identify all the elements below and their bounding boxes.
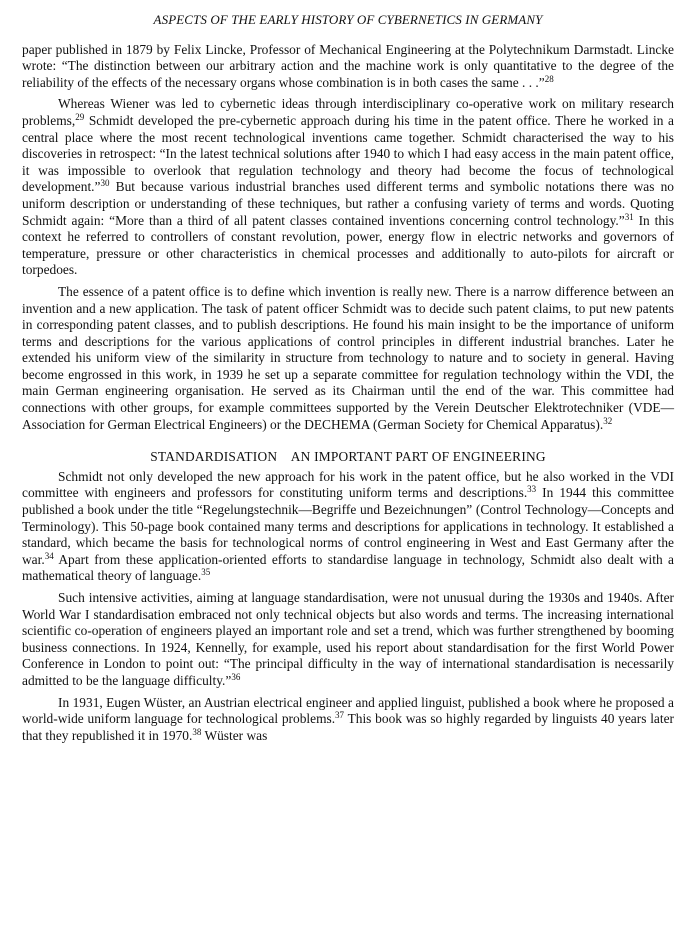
footnote-ref: 33 — [527, 484, 537, 495]
footnote-ref: 32 — [603, 415, 613, 426]
paragraph-text: In 1944 this committee published a book under the title “Regelungstechnik—Begriffe und Bezeichnungen” (Control Technology—Concepts and Terminology). This 50-page book contained many terms and descriptions for applications in technology. It established a standard, which became the basis for technological norms of control engineering in West and East Germany after the war. — [22, 485, 674, 567]
paragraph — [22, 469, 674, 585]
paragraph — [22, 42, 674, 92]
paragraph-text: The essence of a patent office is to define which invention is really new. There is a narrow difference between an invention and a new application. The task of patent officer Schmidt was to decide such patent claims, to put new patents in corresponding patent classes, and to publish descriptions. He found his main insight to be the importance of uniform terms and descriptions for the various applications of control principles in different industrial branches. Later he extended his uniform view of the similarity in structure from technology to nature and to society in general. Having become engrossed in this work, in 1939 he set up a separate committee for regulation technology within the VDI, the main German engineering organisation. He served as its Chairman until the end of the war. This committee had connections with other groups, for example committees supported by the Verein Deutscher Elektrotechniker (VDE—Association for German Electrical Engineers) or the DECHEMA (German Society for Chemical Apparatus). — [22, 283, 674, 432]
footnote-ref: 28 — [544, 73, 554, 84]
paragraph-text: Schmidt not only developed the new approach for his work in the patent office, but he also worked in the VDI committee with engineers and professors for constituting uniform terms and descriptions. — [22, 468, 674, 501]
paragraph — [22, 96, 674, 279]
footnote-ref: 37 — [335, 710, 345, 721]
paragraph-text: Apart from these application-oriented efforts to standardise language in technology, Schmidt also dealt with a mathematical theory of language. — [22, 551, 674, 584]
footnote-ref: 29 — [75, 111, 85, 122]
paragraph-text: Such intensive activities, aiming at language standardisation, were not unusual during the 1930s and 1940s. After World War I standardisation embraced not only technical objects but also words and terms. The increasing international scientific co-operation of engineers played an important role and set a trend, which was further strengthened by booming business connections. In 1924, Kennelly, for example, used his report about standardisation for the first World Power Conference in London to point out: “The principal difficulty in the way of international standardisation is necessarily admitted to be the language difficulty.” — [22, 590, 674, 688]
body-text-top — [22, 42, 674, 434]
body-text-section — [22, 469, 674, 745]
paragraph — [22, 590, 674, 690]
footnote-ref: 31 — [624, 211, 634, 222]
running-head: ASPECTS OF THE EARLY HISTORY OF CYBERNETICS IN GERMANY — [153, 12, 543, 27]
paragraph-text: This book was so highly regarded by linguists 40 years later that they republished it in 1970. — [22, 711, 674, 743]
footnote-ref: 34 — [44, 550, 54, 561]
footnote-ref: 36 — [231, 671, 241, 682]
paragraph — [22, 695, 674, 745]
section-heading: STANDARDISATION AN IMPORTANT PART OF ENGINEERING — [150, 449, 546, 465]
paragraph-text: Wüster was — [201, 727, 268, 743]
footnote-ref: 30 — [100, 178, 110, 189]
paragraph-text: But because various industrial branches used different terms and symbolic notations there was no uniform description or understanding of these techniques, but rather a confusing variety of terms and words. Quoting Schmidt again: “More than a third of all patent classes contained inventions concerning control technology.” — [22, 179, 674, 228]
paragraph-text: paper published in 1879 by Felix Lincke, Professor of Mechanical Engineering at the Polytechnikum Darmstadt. Lincke wrote: “The distinction between our arbitrary action and the machine work is only quantitative to the degree of the reliability of the effects of the necessary organs whose combination is in both cases the same . . .” — [22, 41, 674, 90]
paragraph — [22, 284, 674, 433]
footnote-ref: 38 — [192, 726, 202, 737]
paragraph-text: Whereas Wiener was led to cybernetic ideas through interdisciplinary co-operative work on military research problems, — [22, 96, 674, 128]
paragraph-text: In 1931, Eugen Wüster, an Austrian electrical engineer and applied linguist, published a book where he proposed a world-wide uniform language for technological problems. — [22, 694, 674, 727]
paragraph-text: Schmidt developed the pre-cybernetic approach during his time in the patent office. There he worked in a central place where the most recent technological inventions came together. Schmidt characterised the way to his discoveries in retrospect: “In the latest technical solutions after 1940 to which I had easy access in the main patent office, it was impossible to overlook that regulation technology and theory had become the focus of technological development.” — [22, 112, 674, 195]
footnote-ref: 35 — [201, 567, 211, 578]
paragraph-text: In this context he referred to controllers of constant revolution, power, energy flow in electric networks and governors of temperature, pressure or other characteristics in chemical processes and additionally to auto-pilots for aircraft or torpedoes. — [22, 212, 674, 278]
